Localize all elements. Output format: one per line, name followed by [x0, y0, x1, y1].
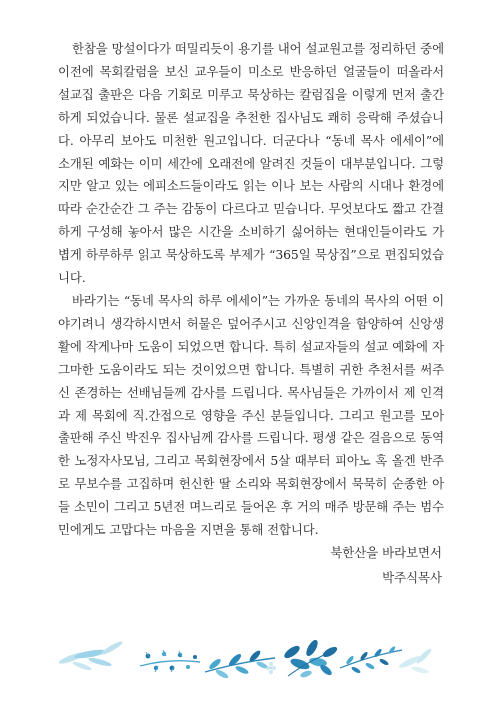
paragraph-1: 한참을 망설이다가 떠밀리듯이 용기를 내어 설교원고를 정리하던 중에 이전에 목회칼럼을 보신 교우들이 미소로 반응하던 얼굴들이 떠올라서 설교집 출판은 다음 기회로 미루고 묵상하는 칼럼집을 이렇게 먼저 출간하게 되었습니다. 물론 설교집을 추천한 집사님도 쾌히 응락해 주셨습니다. 아무리 보아도 미천한 원고입니다. 더군다나 “동네 목사 에세이”에 소개된 예화는 이미 세간에 오래전에 알려진 것들이 대부분입니다. 그렇지만 알고 있는 에피소드들이라도 읽는 이나 보는 사람의 시대나 환경에 따라 순간순간 그 주는 감동이 다르다고 믿습니다. 무엇보다도 짧고 간결하게 구성해 놓아서 많은 시간을 소비하기 싫어하는 현대인들이라도 가볍게 하루하루 읽고 묵상하도록 부제가 “365일 묵상집”으로 편집되었습니다. — [58, 41, 444, 286]
flower-icon — [266, 662, 276, 674]
signature-author: 박주식목사 — [382, 570, 442, 585]
watercolor-leaf-border — [0, 618, 500, 708]
leaf-sprig-icon — [398, 647, 433, 675]
paragraph-2: 바라기는 “동네 목사의 하루 에세이”는 가까운 동네의 목사의 어떤 이야기려니 생각하시면서 허물은 덮어주시고 신앙인격을 함양하여 신앙생활에 작게나마 도움이 되었으면 합니다. 특히 설교자들의 설교 예화에 자그마한 도움이라도 되는 것이었으면 합니다. 특별히 귀한 추천서를 써주신 존경하는 선배님들께 감사를 드립니다. 목사님들은 가까이서 제 인격과 제 목회에 직.간접으로 영향을 주신 분들입니다. 그리고 원고를 모아 출판해 주신 박진우 집사님께 감사를 드립니다. 평생 같은 걸음으로 동역한 노정자사모님, 그리고 목회현장에서 5살 때부터 피아노 혹 올겐 반주로 무보수를 고집하며 헌신한 딸 소리와 목회현장에서 묵묵히 순종한 아들 소민이 그리고 5년전 며느리로 들어온 후 거의 매주 방문해 주는 범수민에게도 고맙다는 마음을 지면을 통해 전합니다. — [58, 292, 444, 538]
signature-block — [330, 540, 442, 590]
fern-icon — [340, 645, 402, 674]
leaf-cluster-icon — [282, 638, 338, 678]
preface-body — [58, 38, 444, 542]
leaf-sprig-icon — [140, 650, 200, 672]
leaf-branch-icon — [205, 649, 275, 680]
leaf-sprig-icon — [58, 640, 124, 672]
signature-place: 북한산을 바라보면서 — [330, 545, 442, 560]
